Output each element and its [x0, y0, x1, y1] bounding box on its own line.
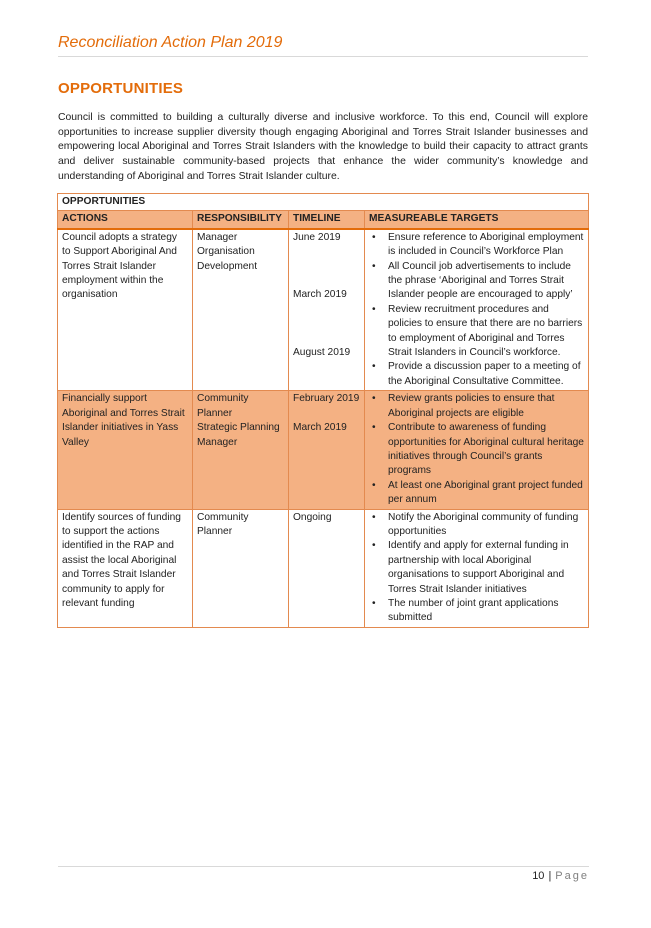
timeline-entry: March 2019 [293, 289, 347, 301]
column-header-timeline: TIMELINE [289, 211, 365, 229]
table-row [58, 391, 589, 509]
document-header-title: Reconciliation Action Plan 2019 [58, 34, 283, 51]
target-item [369, 303, 584, 361]
targets-cell [365, 509, 589, 627]
header-divider [58, 56, 588, 57]
target-text: Review grants policies to ensure that Aboriginal projects are eligible [388, 393, 555, 419]
responsibility-line: Development [197, 260, 258, 272]
action-cell: Financially support Aboriginal and Torres Strait Islander initiatives in Yass Valley [58, 391, 193, 509]
target-item [369, 231, 584, 260]
timeline-entry: June 2019 [293, 231, 341, 243]
responsibility-cell [193, 391, 289, 509]
responsibility-line: Community Planner [197, 393, 249, 419]
target-item [369, 539, 584, 597]
page-footer [532, 870, 589, 882]
opportunities-table [57, 193, 589, 628]
target-text: Contribute to awareness of funding opportunities for Aboriginal cultural heritage initiatives through Council’s grants programs [388, 422, 584, 477]
target-text: All Council job advertisements to include the phrase ‘Aboriginal and Torres Strait Islander people are encouraged to apply’ [388, 260, 573, 301]
footer-separator: | [548, 870, 552, 882]
target-text: The number of joint grant applications submitted [388, 597, 559, 624]
responsibility-line: Manager [197, 231, 238, 243]
column-header-targets: MEASUREABLE TARGETS [365, 211, 589, 229]
column-header-actions: ACTIONS [58, 211, 193, 229]
responsibility-cell [193, 229, 289, 391]
responsibility-line: Community Planner [197, 511, 249, 537]
target-text: Identify and apply for external funding in partnership with local Aboriginal organisations to support Aboriginal and Torres Strait Islander initiatives [388, 540, 569, 595]
page-number: 10 [532, 870, 545, 882]
targets-cell [365, 391, 589, 509]
timeline-entry: Ongoing [293, 511, 332, 523]
table-header-row [58, 211, 589, 229]
targets-cell [365, 229, 589, 391]
target-text: Review recruitment procedures and policies to ensure that there are no barriers to employment of Aboriginal and Torres Strait Islanders in Council’s workforce. [388, 303, 583, 359]
target-item [369, 360, 584, 389]
timeline-entry: August 2019 [293, 346, 351, 358]
page-label: Page [555, 870, 589, 882]
target-text: Notify the Aboriginal community of funding opportunities [388, 511, 579, 537]
responsibility-line: Strategic Planning Manager [197, 422, 280, 448]
target-item [369, 511, 584, 540]
target-item [369, 421, 584, 479]
table-title: OPPORTUNITIES [58, 194, 589, 211]
footer-divider [58, 866, 589, 867]
intro-paragraph: Council is committed to building a culturally diverse and inclusive workforce. To this end, Council will explore opportunities to increase supplier diversity though engaging Aboriginal and Torres Strait Islander businesses and empowering local Aboriginal and Torres Strait Islanders with the knowledge to build their capacity to attract grants and deliver sustainable community-based projects that enhance the wider community’s knowledge and understanding of Aboriginal and Torres Strait Islander culture. [58, 112, 588, 182]
target-item [369, 479, 584, 508]
timeline-cell [289, 391, 365, 509]
target-item [369, 260, 584, 303]
responsibility-line: Organisation [197, 246, 255, 258]
timeline-entry: March 2019 [293, 422, 347, 434]
action-cell: Council adopts a strategy to Support Aboriginal And Torres Strait Islander employment within the organisation [58, 229, 193, 391]
target-item [369, 597, 584, 626]
timeline-cell [289, 509, 365, 627]
responsibility-cell [193, 509, 289, 627]
target-text: At least one Aboriginal grant project funded per annum [388, 479, 583, 506]
table-row [58, 509, 589, 627]
action-cell: Identify sources of funding to support the actions identified in the RAP and assist the local Aboriginal and Torres Strait Islander community to apply for relevant funding [58, 509, 193, 627]
table-row [58, 229, 589, 391]
target-text: Provide a discussion paper to a meeting of the Aboriginal Consultative Committee. [388, 361, 581, 387]
timeline-cell [289, 229, 365, 391]
column-header-responsibility: RESPONSIBILITY [193, 211, 289, 229]
table-title-row [58, 194, 589, 211]
target-item [369, 392, 584, 421]
section-title: OPPORTUNITIES [58, 80, 184, 97]
target-text: Ensure reference to Aboriginal employment is included in Council’s Workforce Plan [388, 231, 584, 258]
timeline-entry: February 2019 [293, 393, 360, 405]
